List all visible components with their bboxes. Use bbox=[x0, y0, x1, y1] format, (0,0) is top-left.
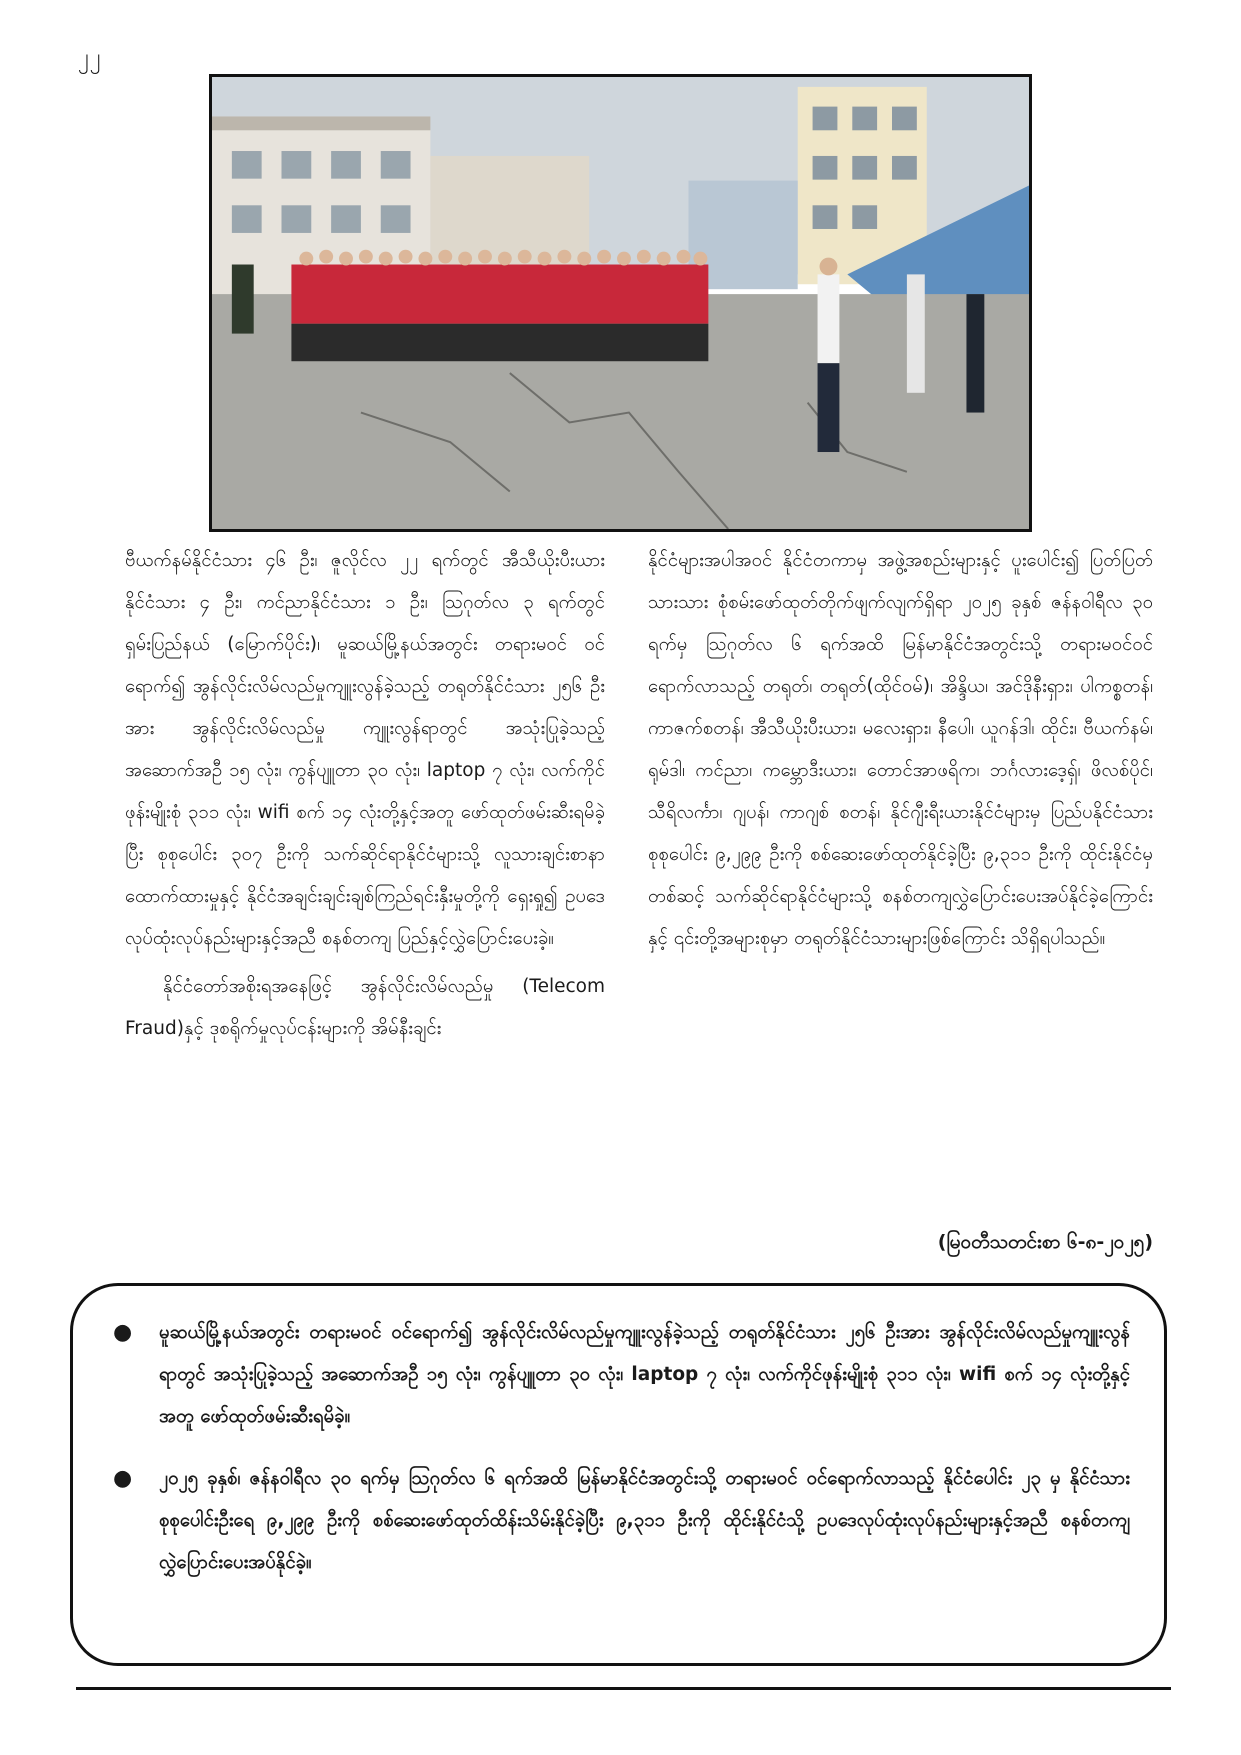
source-citation: (မြဝတီသတင်းစာ ၆-၈-၂၀၂၅) bbox=[937, 1231, 1153, 1253]
news-photo bbox=[209, 74, 1032, 532]
summary-item bbox=[109, 1312, 1130, 1438]
footer-rule bbox=[76, 1687, 1171, 1690]
article-left-column bbox=[125, 540, 605, 1050]
news-photo-illustration bbox=[212, 77, 1029, 529]
summary-box bbox=[70, 1283, 1167, 1666]
bullet-icon: ● bbox=[113, 1320, 133, 1345]
summary-item-text: ၂၀၂၅ ခုနှစ်၊ ဇန်နဝါရီလ ၃၀ ရက်မှ ဩဂုတ်လ ၆ ရက်အထိ မြန်မာနိုင်ငံအတွင်းသို့ တရားမဝင် ဝင်ရောက်လာသည့် နိုင်ငံပေါင်း ၂၃ မှ နိုင်ငံသား စုစုပေါင်းဦးရေ ၉,၂၉၉ ဦးကို စစ်ဆေးဖော်ထုတ်ထိန်းသိမ်းနိုင်ခဲ့ပြီး ၉,၃၁၁ ဦးကို ထိုင်းနိုင်ငံသို့ ဥပဒေလုပ်ထုံးလုပ်နည်းများနှင့်အညီ စနစ်တကျ လွှဲပြောင်းပေးအပ်နိုင်ခဲ့။ bbox=[159, 1468, 1130, 1573]
article-paragraph: နိုင်ငံတော်အစိုးရအနေဖြင့် အွန်လိုင်းလိမ်လည်မှု (Telecom Fraud)နှင့် ဒုစရိုက်မှုလုပ်ငန်းများကို အိမ်နီးချင်း bbox=[125, 976, 605, 1039]
summary-item bbox=[109, 1458, 1130, 1584]
article-right-column bbox=[648, 540, 1153, 960]
bullet-icon: ● bbox=[113, 1466, 133, 1491]
page-number: ၂၂ bbox=[78, 45, 102, 70]
article-paragraph: ဗီယက်နမ်နိုင်ငံသား ၄၆ ဦး၊ ဇူလိုင်လ ၂၂ ရက်တွင် အီသီယိုးပီးယားနိုင်ငံသား ၄ ဦး၊ ကင်ညာနိုင်ငံသား ၁ ဦး၊ ဩဂုတ်လ ၃ ရက်တွင် ရှမ်းပြည်နယ် (မြောက်ပိုင်း)၊ မူဆယ်မြို့နယ်အတွင်း တရားမဝင် ဝင်ရောက်၍ အွန်လိုင်းလိမ်လည်မှုကျူးလွန်ခဲ့သည့် တရုတ်နိုင်ငံသား ၂၅၆ ဦးအား အွန်လိုင်းလိမ်လည်မှု ကျူးလွန်ရာတွင် အသုံးပြုခဲ့သည့် အဆောက်အဦ ၁၅ လုံး၊ ကွန်ပျူတာ ၃၀ လုံး၊ laptop ၇ လုံး၊ လက်ကိုင်ဖုန်းမျိုးစုံ ၃၁၁ လုံး၊ wifi စက် ၁၄ လုံးတို့နှင့်အတူ ဖော်ထုတ်ဖမ်းဆီးရမိခဲ့ပြီး စုစုပေါင်း ၃၀၇ ဦးကို သက်ဆိုင်ရာနိုင်ငံများသို့ လူသားချင်းစာနာထောက်ထားမှုနှင့် နိုင်ငံအချင်းချင်းချစ်ကြည်ရင်းနှီးမှုတို့ကို ရှေးရှု၍ ဥပဒေလုပ်ထုံးလုပ်နည်းများနှင့်အညီ စနစ်တကျ ပြည်နှင့်လွှဲပြောင်းပေးခဲ့။ bbox=[125, 550, 605, 949]
article-paragraph: နိုင်ငံများအပါအဝင် နိုင်ငံတကာမှ အဖွဲ့အစည်းများနှင့် ပူးပေါင်း၍ ပြတ်ပြတ်သားသား စုံစမ်းဖော်ထုတ်တိုက်ဖျက်လျက်ရှိရာ ၂၀၂၅ ခုနှစ် ဇန်နဝါရီလ ၃၀ ရက်မှ ဩဂုတ်လ ၆ ရက်အထိ မြန်မာနိုင်ငံအတွင်းသို့ တရားမဝင်ဝင်ရောက်လာသည့် တရုတ်၊ တရုတ်(ထိုင်ဝမ်)၊ အိန္ဒိယ၊ အင်ဒိုနီးရှား၊ ပါကစ္စတန်၊ ကာဇက်စတန်၊ အီသီယိုးပီးယား၊ မလေးရှား၊ နီပေါ၊ ယူဂန်ဒါ၊ ထိုင်း၊ ဗီယက်နမ်၊ ရုမ်ဒါ၊ ကင်ညာ၊ ကမ္ဘောဒီးယား၊ တောင်အာဖရိက၊ ဘင်္ဂလားဒေ့ရှ်၊ ဖိလစ်ပိုင်၊ သီရိလင်္ကာ၊ ဂျပန်၊ ကာဂျစ် စတန်၊ နိုင်ဂျီးရီးယားနိုင်ငံများမှ ပြည်ပနိုင်ငံသား စုစုပေါင်း ၉,၂၉၉ ဦးကို စစ်ဆေးဖော်ထုတ်နိုင်ခဲ့ပြီး ၉,၃၁၁ ဦးကို ထိုင်းနိုင်ငံမှတစ်ဆင့် သက်ဆိုင်ရာနိုင်ငံများသို့ စနစ်တကျလွှဲပြောင်းပေးအပ်နိုင်ခဲ့ကြောင်းနှင့် ၎င်းတို့အများစုမှာ တရုတ်နိုင်ငံသားများဖြစ်ကြောင်း သိရှိရပါသည်။ bbox=[648, 550, 1153, 949]
summary-item-text: မူဆယ်မြို့နယ်အတွင်း တရားမဝင် ဝင်ရောက်၍ အွန်လိုင်းလိမ်လည်မှုကျူးလွန်ခဲ့သည့် တရုတ်နိုင်ငံသား ၂၅၆ ဦးအား အွန်လိုင်းလိမ်လည်မှုကျူးလွန်ရာတွင် အသုံးပြုခဲ့သည့် အဆောက်အဦ ၁၅ လုံး၊ ကွန်ပျူတာ ၃၀ လုံး၊ laptop ၇ လုံး၊ လက်ကိုင်ဖုန်းမျိုးစုံ ၃၁၁ လုံး၊ wifi စက် ၁၄ လုံးတို့နှင့်အတူ ဖော်ထုတ်ဖမ်းဆီးရမိခဲ့။ bbox=[159, 1322, 1130, 1427]
